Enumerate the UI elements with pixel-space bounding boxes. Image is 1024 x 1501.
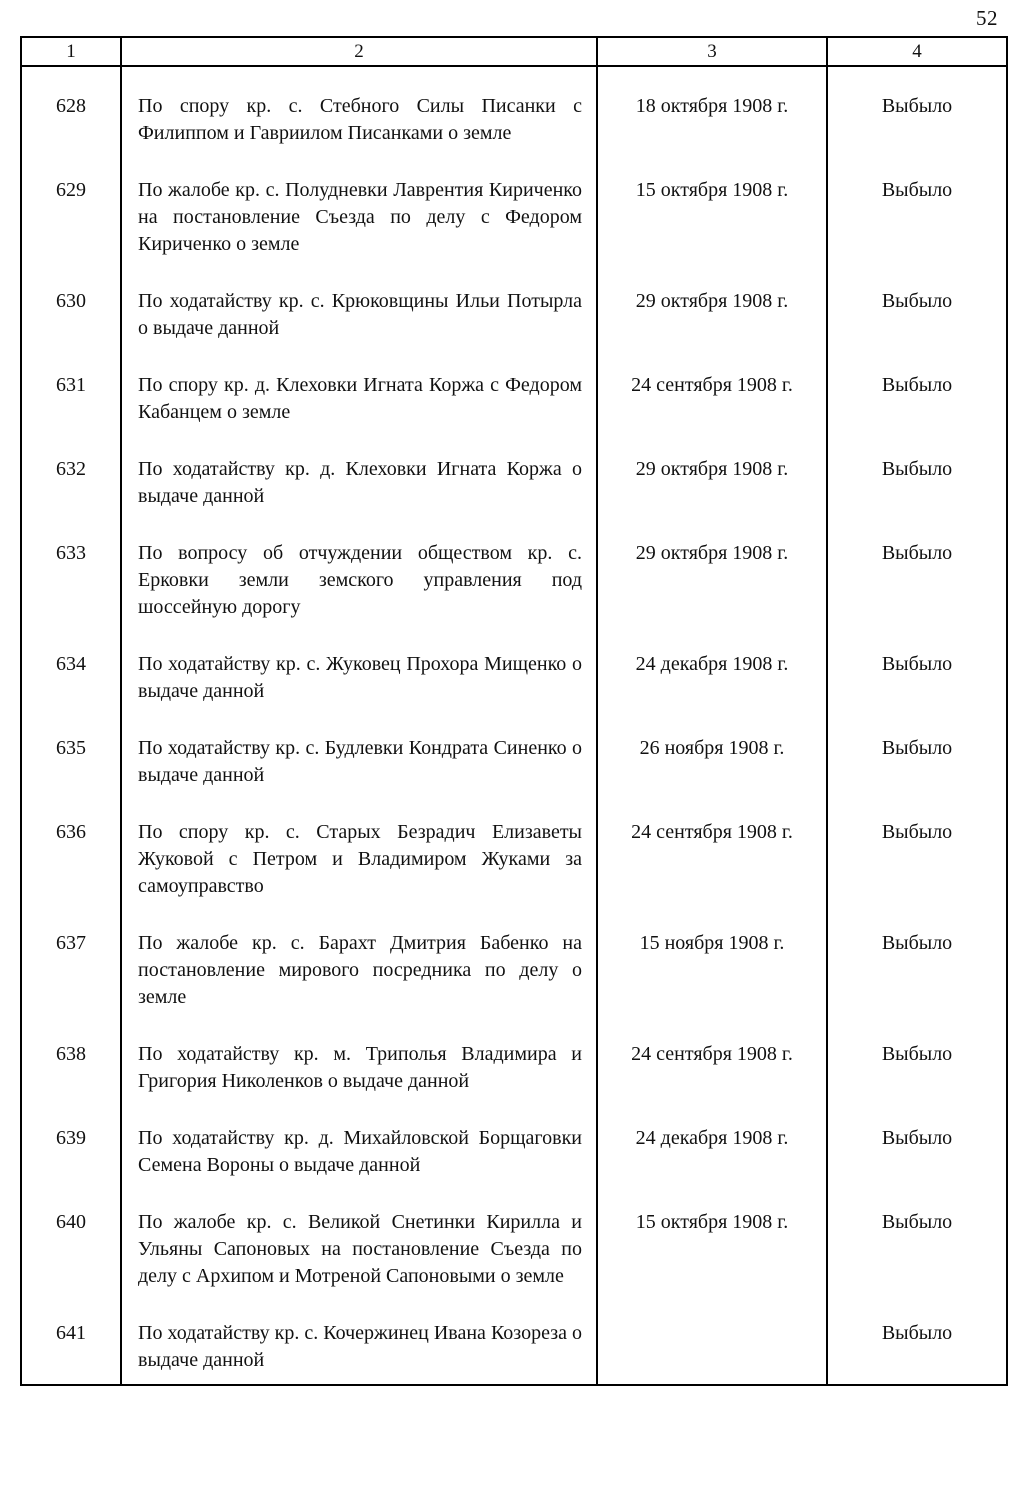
case-status: Выбыло bbox=[827, 456, 1007, 540]
case-status: Выбыло bbox=[827, 651, 1007, 735]
table-row bbox=[21, 66, 1007, 177]
case-status: Выбыло bbox=[827, 288, 1007, 372]
case-date: 24 сентября 1908 г. bbox=[597, 372, 827, 456]
table-row bbox=[21, 1125, 1007, 1209]
case-description: По жалобе кр. с. Полудневки Лаврентия Кириченко на постановление Съезда по делу с Федором Кириченко о земле bbox=[121, 177, 597, 288]
case-status: Выбыло bbox=[827, 1209, 1007, 1320]
case-number: 635 bbox=[21, 735, 121, 819]
case-number: 629 bbox=[21, 177, 121, 288]
table-row bbox=[21, 540, 1007, 651]
case-number: 628 bbox=[21, 66, 121, 177]
case-number: 633 bbox=[21, 540, 121, 651]
column-header-1: 1 bbox=[21, 37, 121, 66]
case-status: Выбыло bbox=[827, 930, 1007, 1041]
table-row bbox=[21, 651, 1007, 735]
case-number: 630 bbox=[21, 288, 121, 372]
case-status: Выбыло bbox=[827, 819, 1007, 930]
case-description: По вопросу об отчуждении обществом кр. с. Ерковки земли земского управления под шоссейную дорогу bbox=[121, 540, 597, 651]
case-date: 29 октября 1908 г. bbox=[597, 456, 827, 540]
case-number: 637 bbox=[21, 930, 121, 1041]
case-description: По жалобе кр. с. Барахт Дмитрия Бабенко на постановление мирового посредника по делу о земле bbox=[121, 930, 597, 1041]
case-date: 24 декабря 1908 г. bbox=[597, 651, 827, 735]
case-description: По ходатайству кр. с. Жуковец Прохора Мищенко о выдаче данной bbox=[121, 651, 597, 735]
table-body bbox=[21, 66, 1007, 1385]
case-description: По жалобе кр. с. Великой Снетинки Кирилла и Ульяны Сапоновых на постановление Съезда по делу с Архипом и Мотреной Сапоновыми о земле bbox=[121, 1209, 597, 1320]
case-number: 636 bbox=[21, 819, 121, 930]
case-number: 638 bbox=[21, 1041, 121, 1125]
case-date: 24 сентября 1908 г. bbox=[597, 819, 827, 930]
case-date: 29 октября 1908 г. bbox=[597, 540, 827, 651]
table-row bbox=[21, 372, 1007, 456]
case-status: Выбыло bbox=[827, 372, 1007, 456]
case-status: Выбыло bbox=[827, 735, 1007, 819]
case-number: 641 bbox=[21, 1320, 121, 1385]
page-number: 52 bbox=[976, 6, 998, 30]
case-status: Выбыло bbox=[827, 1041, 1007, 1125]
case-number: 634 bbox=[21, 651, 121, 735]
case-number: 631 bbox=[21, 372, 121, 456]
case-date: 15 октября 1908 г. bbox=[597, 177, 827, 288]
case-description: По ходатайству кр. с. Крюковщины Ильи Потырла о выдаче данной bbox=[121, 288, 597, 372]
case-date: 15 октября 1908 г. bbox=[597, 1209, 827, 1320]
table-header-row bbox=[21, 37, 1007, 66]
case-description: По спору кр. д. Клеховки Игната Коржа с Федором Кабанцем о земле bbox=[121, 372, 597, 456]
case-description: По ходатайству кр. д. Клеховки Игната Коржа о выдаче данной bbox=[121, 456, 597, 540]
case-status: Выбыло bbox=[827, 177, 1007, 288]
table-row bbox=[21, 1320, 1007, 1385]
case-number: 639 bbox=[21, 1125, 121, 1209]
case-date bbox=[597, 1320, 827, 1385]
case-status: Выбыло bbox=[827, 1125, 1007, 1209]
case-description: По спору кр. с. Старых Безрадич Елизаветы Жуковой с Петром и Владимиром Жуками за самоуправство bbox=[121, 819, 597, 930]
case-status: Выбыло bbox=[827, 540, 1007, 651]
table-row bbox=[21, 1209, 1007, 1320]
case-register-table bbox=[20, 36, 1008, 1386]
case-number: 632 bbox=[21, 456, 121, 540]
case-status: Выбыло bbox=[827, 66, 1007, 177]
case-date: 18 октября 1908 г. bbox=[597, 66, 827, 177]
case-date: 24 сентября 1908 г. bbox=[597, 1041, 827, 1125]
case-description: По ходатайству кр. м. Триполья Владимира и Григория Николенков о выдаче данной bbox=[121, 1041, 597, 1125]
case-number: 640 bbox=[21, 1209, 121, 1320]
table-row bbox=[21, 177, 1007, 288]
table-row bbox=[21, 819, 1007, 930]
column-header-3: 3 bbox=[597, 37, 827, 66]
table-row bbox=[21, 930, 1007, 1041]
case-date: 15 ноября 1908 г. bbox=[597, 930, 827, 1041]
table-row bbox=[21, 288, 1007, 372]
case-date: 24 декабря 1908 г. bbox=[597, 1125, 827, 1209]
column-header-2: 2 bbox=[121, 37, 597, 66]
case-description: По ходатайству кр. с. Будлевки Кондрата Синенко о выдаче данной bbox=[121, 735, 597, 819]
table-row bbox=[21, 735, 1007, 819]
case-description: По ходатайству кр. с. Кочержинец Ивана Козореза о выдаче данной bbox=[121, 1320, 597, 1385]
column-header-4: 4 bbox=[827, 37, 1007, 66]
table-row bbox=[21, 456, 1007, 540]
table-row bbox=[21, 1041, 1007, 1125]
case-status: Выбыло bbox=[827, 1320, 1007, 1385]
case-date: 26 ноября 1908 г. bbox=[597, 735, 827, 819]
case-description: По спору кр. с. Стебного Силы Писанки с Филиппом и Гавриилом Писанками о земле bbox=[121, 66, 597, 177]
case-description: По ходатайству кр. д. Михайловской Борщаговки Семена Вороны о выдаче данной bbox=[121, 1125, 597, 1209]
case-date: 29 октября 1908 г. bbox=[597, 288, 827, 372]
